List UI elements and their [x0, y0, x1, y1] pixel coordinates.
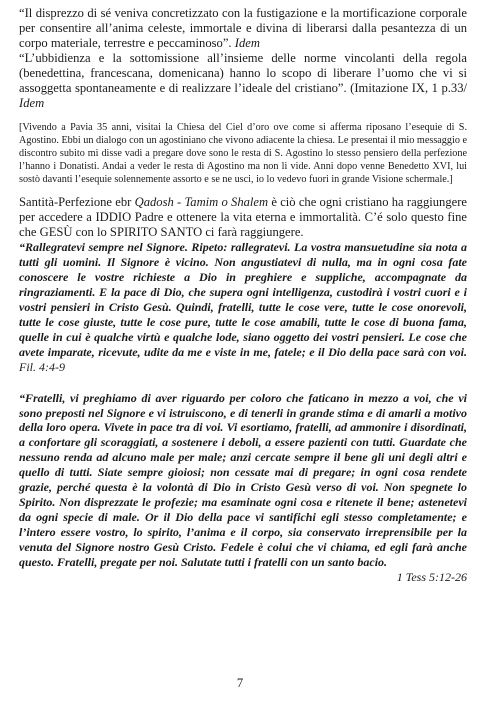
- page-content: [19, 6, 467, 584]
- philippians-quote: “Rallegratevi sempre nel Signore. Ripeto: rallegratevi. La vostra mansuetudine sia nota a tutti gli uomini. Il Signore è vicino. Non angustiatevi di nulla, ma in ogni cosa fate conoscere le vostre richieste a Dio in preghiere e suppliche, accompagnate da ringraziamenti. E la pace di Dio, che supera ogni intelligenza, custodirà i vostri cuori e i vostri pensieri in Cristo Gesù. Quindi, fratelli, tutte le cose vere, tutte le cose onorevoli, tutte le cose giuste, tutte le cose pure, tutte le cose amabili, tutte le cose di buona fama, quelle in cui è qualche virtù e qualche lode, siano oggetto dei vostri pensieri. Le cose che avete imparate, ricevute, udite da me e viste in me, fatele; e il Dio della pace sarà con voi. Fil. 4:4-9: [19, 240, 467, 374]
- quote-ubbidienza: “L’ubbidienza e la sottomissione all’insieme delle norme vincolanti della regola (benedettina, francescana, domenicana) hanno lo scopo di liberare l’uomo che vi si assoggetta spontaneamente e di realizzare l’ideale del cristiano”. (Imitazione IX, 1 p.33/ Idem: [19, 51, 467, 110]
- page-number: 7: [236, 676, 244, 690]
- bracket-note: [Vivendo a Pavia 35 anni, visitai la Chiesa del Ciel d’oro ove come si afferma riposano l’esequie di S. Agostino. Ebbi un dialogo con un agostiniano che vivono adiacente la chiesa. Le presentai il mio messaggio e discontro subito mi disse vadi a pregare dove sono le resta di S. Agostino lo stesso pensiero della perfezione l’hanno i Donatisti. Andai a veder le resta di Agostino ma non li vide. Anni dopo venne Benedetto XVI, lui sostò davanti l’esequie solennemente assorto e se ne usci, io lo vedevo fuori in grande Visione schermale.]: [19, 122, 467, 186]
- scripture-reference: Fil. 4:4-9: [19, 359, 65, 374]
- hebrew-terms: Qadosh - Tamim o Shalem: [134, 195, 269, 210]
- quote-attribution: Idem: [234, 36, 260, 50]
- scripture-reference: 1 Tess 5:12-26: [396, 569, 467, 584]
- quote-fustigazione: “Il disprezzo di sé veniva concretizzato con la fustigazione e la mortificazione corporale per consentire all’anima celeste, immortale e divina di liberarsi dalla pesantezza di un corpo materiale, terrestre e peccaminoso”. Idem: [19, 6, 467, 50]
- santita-paragraph: Santità-Perfezione ebr Qadosh - Tamim o Shalem è ciò che ogni cristiano ha raggiungere per accedere a IDDIO Padre e ottenere la vita eterna e immortalità. C’é solo questo fine che GESÙ con lo SPIRITO SANTO ci farà raggiungere.: [19, 195, 468, 240]
- thessalonians-quote: “Fratelli, vi preghiamo di aver riguardo per coloro che faticano in mezzo a voi, che vi sono preposti nel Signore e vi istruiscono, e di tenerli in grande stima e di amarli a motivo della loro opera. Vivete in pace tra di voi. Vi esortiamo, fratelli, ad ammonire i disordinati, a confortare gli scoraggiati, a sostenere i deboli, a essere pazienti con tutti. Guardate che nessuno renda ad alcuno male per male; anzi cercate sempre il bene gli uni degli altri e quello di tutti. Siate sempre gioiosi; non cessate mai di pregare; in ogni cosa rendete grazie, perché questa è la volontà di Dio in Cristo Gesù verso di voi. Non spegnete lo Spirito. Non disprezzate le profezie; ma esaminate ogni cosa e ritenete il bene; astenetevi da ogni specie di male. Or il Dio della pace vi santifichi egli stesso completamente; e l’intero essere vostro, lo spirito, l’anima e il corpo, sia conservato irreprensibile per la venuta del Signore nostro Gesù Cristo. Fedele è colui che vi chiama, ed egli farà anche questo. Fratelli, pregate per noi. Salutate tutti i fratelli con un santo bacio.: [19, 390, 467, 569]
- quote-attribution: Idem: [19, 96, 45, 110]
